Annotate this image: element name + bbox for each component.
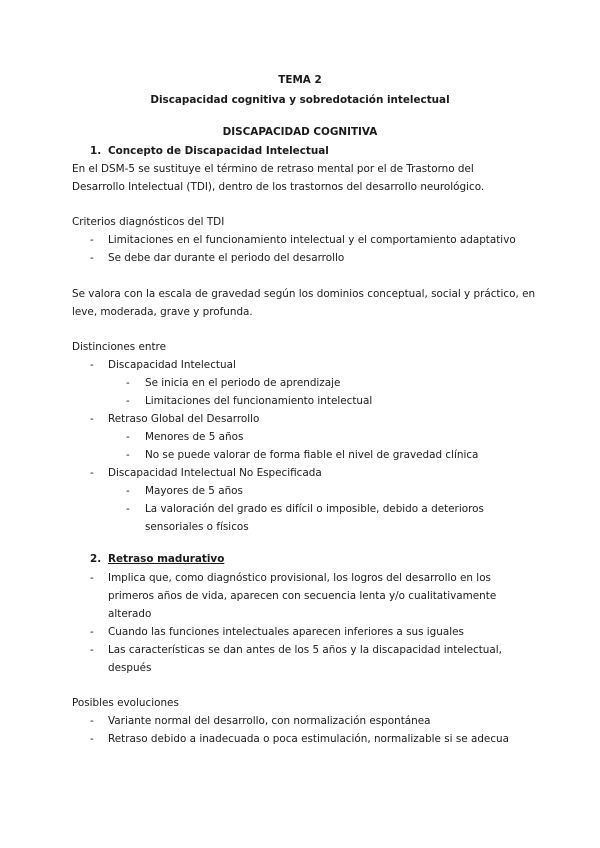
list-item: Implica que, como diagnóstico provisional, los logros del desarrollo en los — [108, 572, 491, 584]
bullet-dash: - — [90, 572, 94, 584]
criteria-heading: Criterios diagnósticos del TDI — [72, 216, 225, 228]
bullet-dash: - — [126, 449, 130, 461]
bullet-dash: - — [126, 485, 130, 497]
list-item: Limitaciones en el funcionamiento intelectual y el comportamiento adaptativo — [108, 234, 516, 246]
evolutions-heading: Posibles evoluciones — [72, 697, 179, 709]
section-2-number: 2. — [90, 553, 102, 565]
list-item-continuation: alterado — [108, 608, 152, 620]
section-title: DISCAPACIDAD COGNITIVA — [222, 126, 378, 138]
section-1-heading: Concepto de Discapacidad Intelectual — [108, 145, 329, 157]
bullet-dash: - — [90, 252, 94, 264]
document-subtitle: Discapacidad cognitiva y sobredotación intelectual — [150, 94, 450, 106]
paragraph-line: leve, moderada, grave y profunda. — [72, 306, 253, 318]
paragraph-line: Se valora con la escala de gravedad según los dominios conceptual, social y práctico, en — [72, 288, 536, 300]
paragraph-line: Desarrollo Intelectual (TDI), dentro de los trastornos del desarrollo neurológico. — [72, 181, 485, 193]
paragraph-line: En el DSM-5 se sustituye el término de retraso mental por el de Trastorno del — [72, 163, 474, 175]
list-item: Retraso debido a inadecuada o poca estimulación, normalizable si se adecua — [108, 733, 509, 745]
bullet-dash: - — [90, 626, 94, 638]
sub-list-item: Se inicia en el periodo de aprendizaje — [145, 377, 341, 389]
sub-list-item: No se puede valorar de forma fiable el nivel de gravedad clínica — [145, 449, 479, 461]
bullet-dash: - — [90, 413, 94, 425]
sub-list-item-continuation: sensoriales o físicos — [145, 521, 249, 533]
topic-heading: TEMA 2 — [278, 74, 322, 86]
list-item-continuation: primeros años de vida, aparecen con secuencia lenta y/o cualitativamente — [108, 590, 497, 602]
bullet-dash: - — [90, 359, 94, 371]
sub-list-item: Limitaciones del funcionamiento intelectual — [145, 395, 373, 407]
bullet-dash: - — [126, 377, 130, 389]
section-1-number: 1. — [90, 145, 102, 157]
bullet-dash: - — [126, 503, 130, 515]
bullet-dash: - — [90, 234, 94, 246]
sub-list-item: Mayores de 5 años — [145, 485, 243, 497]
list-item: Cuando las funciones intelectuales aparecen inferiores a sus iguales — [108, 626, 464, 638]
list-item: Discapacidad Intelectual — [108, 359, 236, 371]
sub-list-item: Menores de 5 años — [145, 431, 244, 443]
list-item-continuation: después — [108, 662, 152, 674]
bullet-dash: - — [90, 715, 94, 727]
section-2-heading: Retraso madurativo — [108, 553, 225, 565]
bullet-dash: - — [90, 644, 94, 656]
sub-list-item: La valoración del grado es difícil o imposible, debido a deterioros — [145, 503, 484, 515]
bullet-dash: - — [90, 467, 94, 479]
bullet-dash: - — [126, 395, 130, 407]
bullet-dash: - — [126, 431, 130, 443]
list-item: Se debe dar durante el periodo del desarrollo — [108, 252, 345, 264]
distinctions-heading: Distinciones entre — [72, 341, 166, 353]
list-item: Discapacidad Intelectual No Especificada — [108, 467, 322, 479]
list-item: Las características se dan antes de los 5 años y la discapacidad intelectual, — [108, 644, 502, 656]
bullet-dash: - — [90, 733, 94, 745]
list-item: Variante normal del desarrollo, con normalización espontánea — [108, 715, 431, 727]
list-item: Retraso Global del Desarrollo — [108, 413, 260, 425]
